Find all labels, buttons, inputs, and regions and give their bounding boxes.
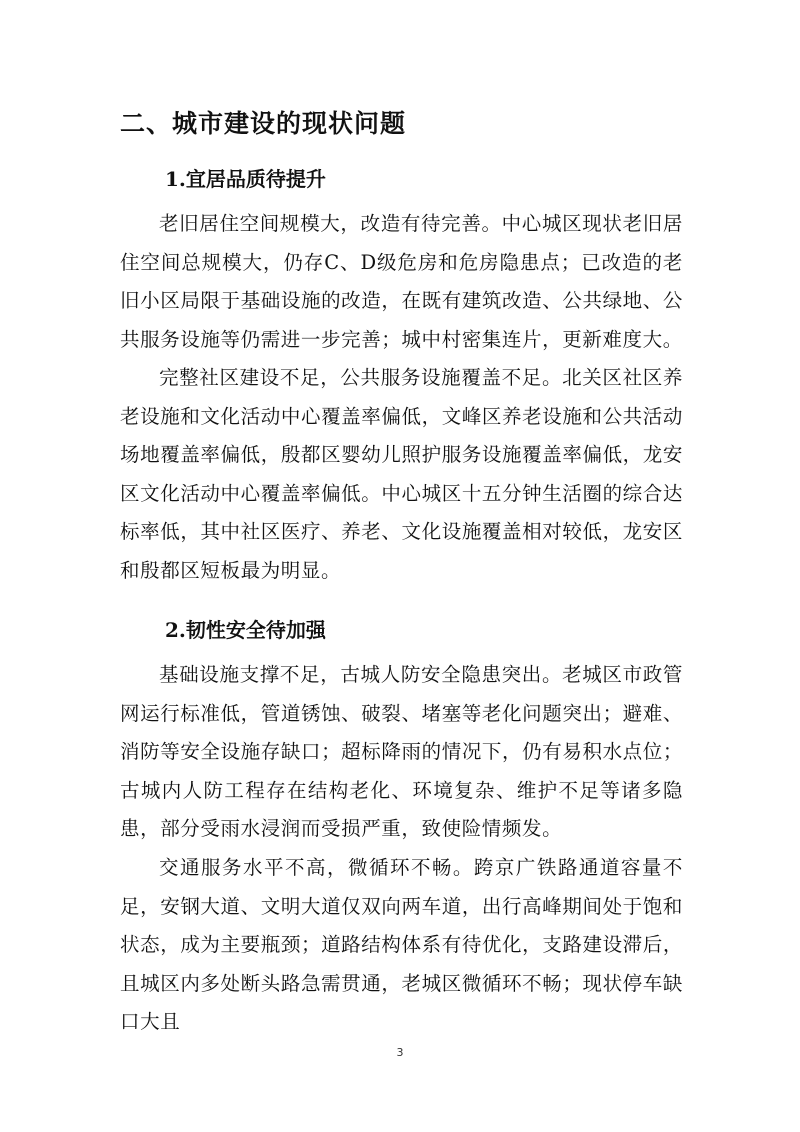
paragraph-old-housing: 老旧居住空间规模大，改造有待完善。中心城区现状老旧居住空间总规模大，仍存C、D级危房和危房隐患点；已改造的老旧小区局限于基础设施的改造，在既有建筑改造、公共绿地、公共服务设施等仍需进一步完善；城中村密集连片，更新难度大。 [120,212,683,351]
section-title: 二、城市建设的现状问题 [120,109,407,138]
paragraph-traffic: 交通服务水平不高，微循环不畅。跨京广铁路通道容量不足，安钢大道、文明大道仅双向两车道，出行高峰期间处于饱和状态，成为主要瓶颈；道路结构体系有待优化，支路建设滞后，且城区内多处断头路急需贯通，老城区微循环不畅；现状停车缺口大且 [120,856,683,1033]
subsection-heading-1: 1.宜居品质待提升 [165,167,326,191]
subsection-heading-2: 2.韧性安全待加强 [165,618,326,642]
page-number: 3 [396,1046,404,1059]
paragraph-community-services: 完整社区建设不足，公共服务设施覆盖不足。北关区社区养老设施和文化活动中心覆盖率偏低，文峰区养老设施和公共活动场地覆盖率偏低，殷都区婴幼儿照护服务设施覆盖率偏低，龙安区文化活动中心覆盖率偏低。中心城区十五分钟生活圈的综合达标率低，其中社区医疗、养老、文化设施覆盖相对较低，龙安区和殷都区短板最为明显。 [120,366,683,582]
paragraph-infrastructure-safety: 基础设施支撑不足，古城人防安全隐患突出。老城区市政管网运行标准低，管道锈蚀、破裂、堵塞等老化问题突出；避难、消防等安全设施存缺口；超标降雨的情况下，仍有易积水点位；古城内人防工程存在结构老化、环境复杂、维护不足等诸多隐患，部分受雨水浸润而受损严重，致使险情频发。 [120,663,683,840]
